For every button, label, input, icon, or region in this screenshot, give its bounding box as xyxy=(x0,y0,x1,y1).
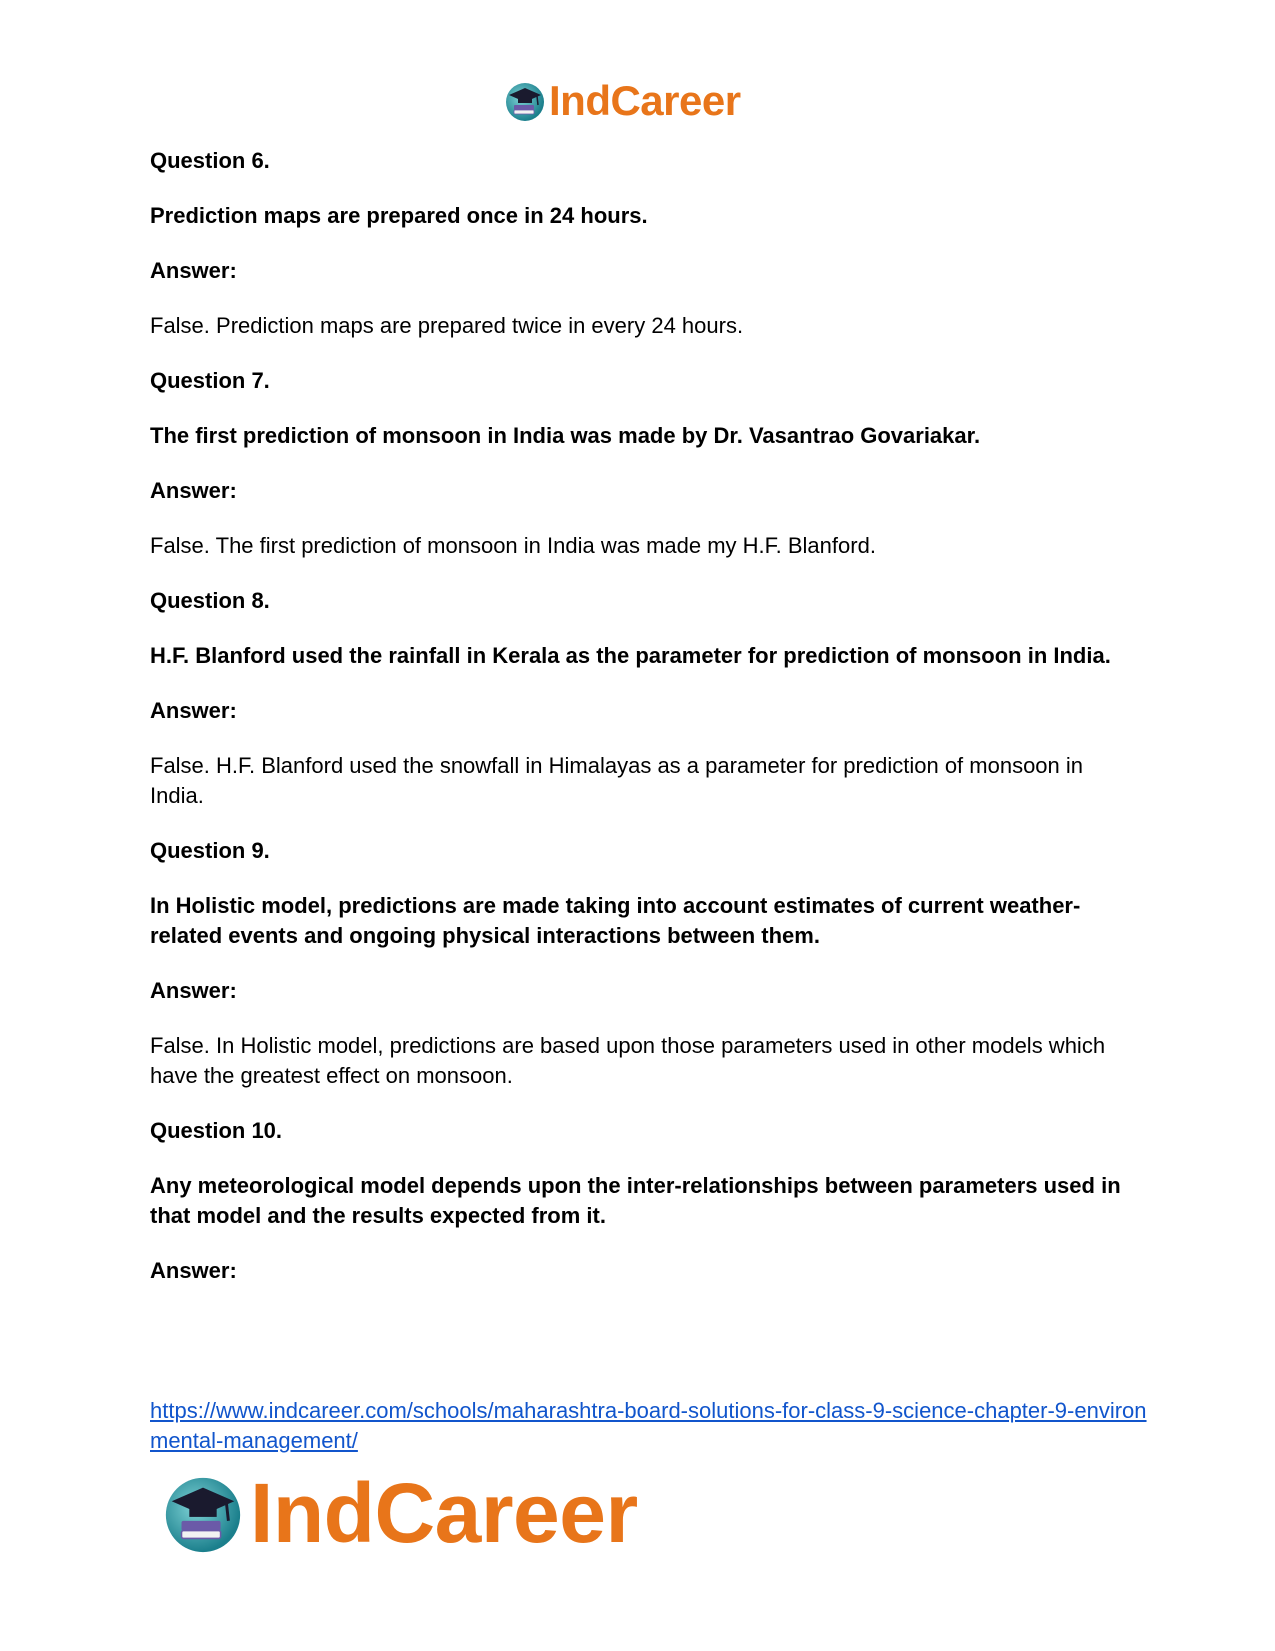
question-label: Question 9. xyxy=(150,838,270,863)
question-text: The first prediction of monsoon in India was made by Dr. Vasantrao Govariakar. xyxy=(150,423,981,448)
logo-wordmark: IndCareer xyxy=(549,77,741,124)
question-label: Question 10. xyxy=(150,1118,283,1143)
indcareer-logo-bottom xyxy=(160,1465,638,1560)
question-text: In Holistic model, predictions are made taking into account estimates of current weather-related events and ongoing physical interactions between them. xyxy=(150,893,1081,948)
answer-label: Answer: xyxy=(150,478,237,503)
source-url-link[interactable]: https://www.indcareer.com/schools/maharashtra-board-solutions-for-class-9-science-chapter-9-environmental-management/ xyxy=(150,1398,1147,1453)
question-label: Question 8. xyxy=(150,588,270,613)
answer-text: False. Prediction maps are prepared twice in every 24 hours. xyxy=(150,313,744,338)
answer-label: Answer: xyxy=(150,258,237,283)
answer-label: Answer: xyxy=(150,1258,237,1283)
answer-label: Answer: xyxy=(150,698,237,723)
answer-label: Answer: xyxy=(150,978,237,1003)
indcareer-logo-top xyxy=(503,78,741,124)
logo-wordmark: IndCareer xyxy=(250,1465,638,1560)
question-text: Any meteorological model depends upon the inter-relationships between parameters used in that model and the results expected from it. xyxy=(150,1173,1121,1228)
question-text: H.F. Blanford used the rainfall in Kerala as the parameter for prediction of monsoon in India. xyxy=(150,643,1111,668)
question-label: Question 6. xyxy=(150,148,270,173)
answer-text: False. The first prediction of monsoon in India was made my H.F. Blanford. xyxy=(150,533,876,558)
qa-content xyxy=(150,146,1130,1311)
graduation-globe-icon xyxy=(160,1470,246,1556)
graduation-globe-icon xyxy=(503,79,547,123)
answer-text: False. In Holistic model, predictions are based upon those parameters used in other models which have the greatest effect on monsoon. xyxy=(150,1033,1106,1088)
answer-text: False. H.F. Blanford used the snowfall in Himalayas as a parameter for prediction of monsoon in India. xyxy=(150,753,1084,808)
question-text: Prediction maps are prepared once in 24 hours. xyxy=(150,203,648,228)
question-label: Question 7. xyxy=(150,368,270,393)
